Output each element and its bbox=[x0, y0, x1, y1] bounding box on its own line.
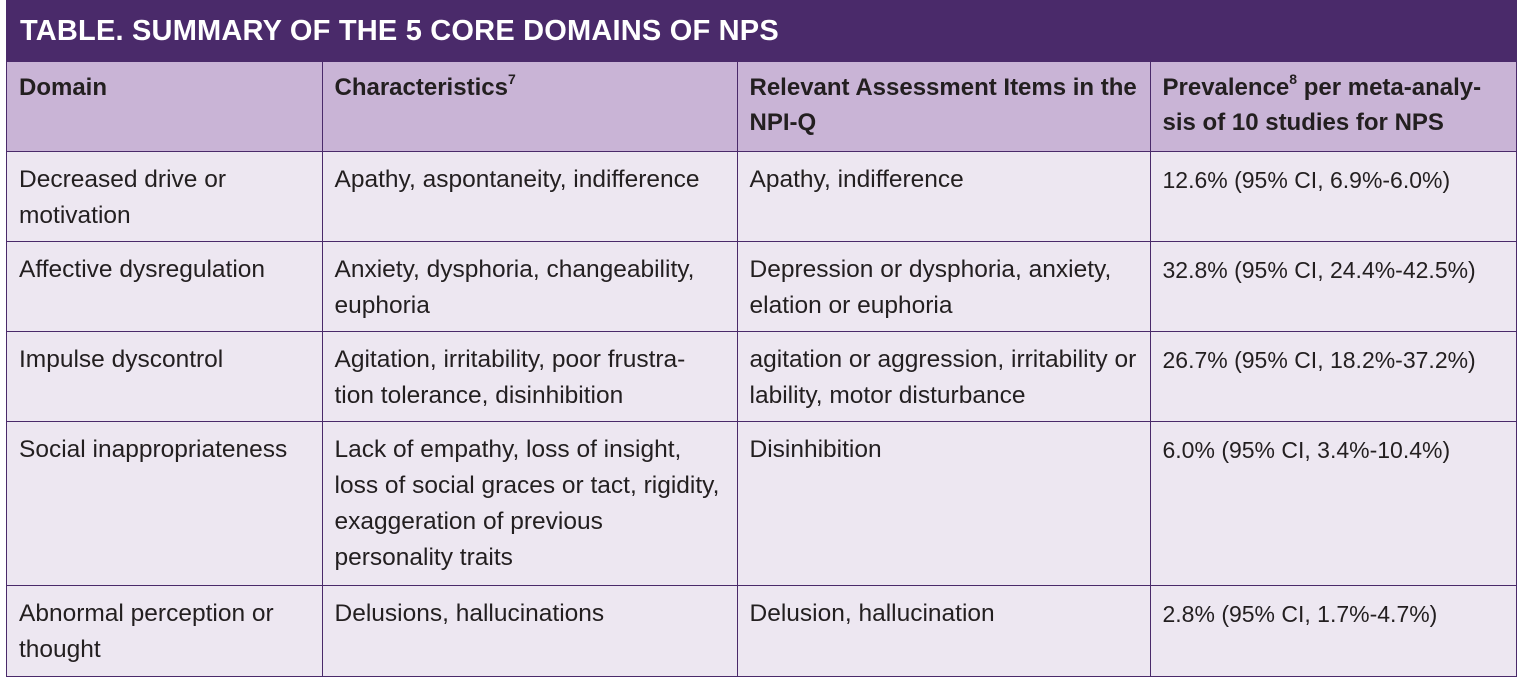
header-domain-label: Domain bbox=[19, 74, 108, 101]
cell-characteristics: Apathy, aspontaneity, indifference bbox=[322, 151, 737, 241]
domains-table bbox=[7, 62, 1516, 677]
cell-assessment: Disinhibition bbox=[737, 421, 1150, 585]
reference-superscript: 8 bbox=[1289, 71, 1298, 87]
header-prevalence-rest: per meta-analy-sis of 10 studies for NPS bbox=[1162, 74, 1482, 136]
header-characteristics bbox=[322, 62, 737, 151]
summary-table-frame bbox=[6, 0, 1517, 677]
cell-domain: Abnormal perception or thought bbox=[7, 585, 322, 677]
cell-characteristics: Delusions, hallucinations bbox=[322, 585, 737, 677]
cell-prevalence: 32.8% (95% CI, 24.4%-42.5%) bbox=[1150, 241, 1516, 331]
cell-characteristics: Anxiety, dysphoria, changeability, euphoria bbox=[322, 241, 737, 331]
table-row bbox=[7, 331, 1516, 421]
table-title: TABLE. SUMMARY OF THE 5 CORE DOMAINS OF NPS bbox=[7, 1, 1516, 62]
header-assessment bbox=[737, 62, 1150, 151]
cell-prevalence: 26.7% (95% CI, 18.2%-37.2%) bbox=[1150, 331, 1516, 421]
cell-assessment: agitation or aggression, irritability or lability, motor disturbance bbox=[737, 331, 1150, 421]
header-domain bbox=[7, 62, 322, 151]
cell-characteristics: Lack of empathy, loss of insight, loss of social graces or tact, rigidity, exaggeration of previous personality traits bbox=[322, 421, 737, 585]
cell-prevalence: 6.0% (95% CI, 3.4%-10.4%) bbox=[1150, 421, 1516, 585]
cell-assessment: Delusion, hallucination bbox=[737, 585, 1150, 677]
cell-domain: Impulse dyscontrol bbox=[7, 331, 322, 421]
cell-prevalence: 12.6% (95% CI, 6.9%-6.0%) bbox=[1150, 151, 1516, 241]
cell-characteristics: Agitation, irritability, poor frustra-tion tolerance, disinhibition bbox=[322, 331, 737, 421]
cell-domain: Social inappropriateness bbox=[7, 421, 322, 585]
header-prevalence-label: Prevalence bbox=[1162, 74, 1290, 101]
header-prevalence bbox=[1150, 62, 1516, 151]
cell-domain: Affective dysregulation bbox=[7, 241, 322, 331]
cell-prevalence: 2.8% (95% CI, 1.7%-4.7%) bbox=[1150, 585, 1516, 677]
header-assessment-label: Relevant Assessment Items in the NPI-Q bbox=[749, 74, 1137, 136]
table-row bbox=[7, 151, 1516, 241]
header-characteristics-label: Characteristics bbox=[334, 74, 508, 101]
cell-assessment: Apathy, indifference bbox=[737, 151, 1150, 241]
table-row bbox=[7, 421, 1516, 585]
cell-assessment: Depression or dysphoria, anxiety, elation or euphoria bbox=[737, 241, 1150, 331]
cell-domain: Decreased drive or motivation bbox=[7, 151, 322, 241]
table-row bbox=[7, 241, 1516, 331]
header-row bbox=[7, 62, 1516, 151]
table-row bbox=[7, 585, 1516, 677]
reference-superscript: 7 bbox=[507, 71, 516, 87]
